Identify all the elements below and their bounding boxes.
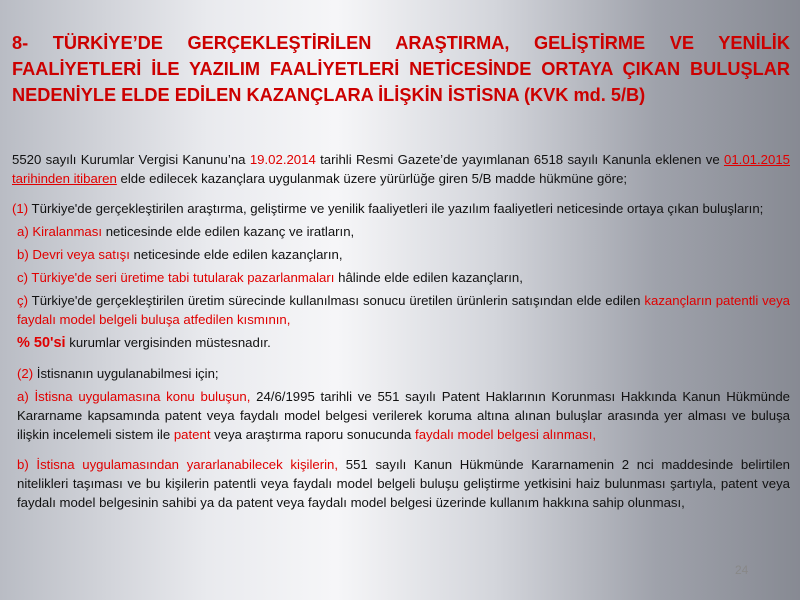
paragraph-2 bbox=[12, 364, 790, 383]
item-a-text: neticesinde elde edilen kazanç ve iratların, bbox=[102, 224, 355, 239]
intro-paragraph bbox=[12, 150, 790, 188]
paragraph-1 bbox=[12, 199, 790, 218]
slide-body bbox=[12, 150, 790, 523]
exemption-percent: % 50'si bbox=[17, 335, 66, 351]
item-cc-highlight: kazançların patentli veya faydalı model belgeli buluşa atfedilen kısmının, bbox=[17, 293, 790, 327]
item-a-label: a) bbox=[17, 224, 33, 239]
item-c-label: c) bbox=[17, 270, 32, 285]
intro-text-3: elde edilecek kazançlara uygulanmak üzere yürürlüğe giren 5/B madde hükmüne göre; bbox=[116, 171, 628, 186]
item-c-highlight: Türkiye'de seri üretime tabi tutularak pazarlanmaları bbox=[31, 270, 335, 285]
item-2a-label: a) bbox=[17, 389, 35, 404]
exemption-text: kurumlar vergisinden müstesnadır. bbox=[65, 335, 271, 350]
intro-text-2: tarihli Resmi Gazete’de yayımlanan 6518 sayılı Kanunla eklenen ve bbox=[315, 152, 724, 167]
item-2b bbox=[12, 455, 790, 512]
item-2b-label: b) bbox=[17, 457, 37, 472]
paragraph-2-text: İstisnanın uygulanabilmesi için; bbox=[33, 366, 219, 381]
item-cc-text: Türkiye'de gerçekleştirilen üretim sürecinde kullanılması sonucu üretilen ürünlerin satışından elde edilen bbox=[28, 293, 645, 308]
item-b-label: b) bbox=[17, 247, 33, 262]
exemption-line bbox=[12, 333, 790, 353]
item-c bbox=[12, 268, 790, 287]
item-a-highlight: Kiralanması bbox=[32, 224, 103, 239]
item-2a-text-2: veya araştırma raporu sonucunda bbox=[210, 427, 416, 442]
paragraph-2-number: (2) bbox=[17, 366, 34, 381]
item-2b-highlight: İstisna uygulamasından yararlanabilecek kişilerin, bbox=[36, 457, 339, 472]
item-c-text: hâlinde elde edilen kazançların, bbox=[334, 270, 523, 285]
intro-text-1: 5520 sayılı Kurumlar Vergisi Kanunu’na bbox=[12, 152, 250, 167]
item-b-text: neticesinde elde edilen kazançların, bbox=[129, 247, 343, 262]
item-2a-highlight-1: İstisna uygulamasına konu buluşun, bbox=[34, 389, 251, 404]
paragraph-1-text: Türkiye'de gerçekleştirilen araştırma, geliştirme ve yenilik faaliyetleri ile yazılım faaliyetleri neticesinde ortaya çıkan buluşların; bbox=[28, 201, 764, 216]
item-cc bbox=[12, 291, 790, 329]
item-2b-text: 551 sayılı Kanun Hükmünde Kararnamenin 2 nci maddesinde belirtilen nitelikleri taşıması ve bu kişilerin patentli veya faydalı model belgeli buluşu geliştirme yetkisini haiz bulunması şartıyla, patent veya faydalı model belgesinin sahibi ya da patent veya faydalı model belgesi üzerinde kullanım hakkına sahip olunması, bbox=[17, 457, 790, 510]
gazette-date: 19.02.2014 bbox=[249, 152, 316, 167]
item-2a-text-1: 24/6/1995 tarihli ve 551 sayılı Patent Haklarının Korunması Hakkında Kanun Hükmünde Kararname kapsamında patent veya faydalı model belgesi verilerek koruma altına alınan buluşlar arasında yer alması ve buluşa ilişkin incelemeli sistem ile bbox=[17, 389, 791, 442]
item-2a bbox=[12, 387, 790, 444]
item-b bbox=[12, 245, 790, 264]
item-b-highlight: Devri veya satışı bbox=[32, 247, 130, 262]
item-a bbox=[12, 222, 790, 241]
item-2a-highlight-2: patent bbox=[173, 427, 211, 442]
page-number: 24 bbox=[735, 563, 749, 577]
item-cc-label: ç) bbox=[17, 293, 28, 308]
paragraph-1-number: (1) bbox=[12, 201, 29, 216]
item-2a-highlight-3: faydalı model belgesi alınması, bbox=[415, 427, 597, 442]
effective-date: 01.01.2015 tarihinden itibaren bbox=[12, 152, 790, 186]
slide-title: 8- TÜRKİYE’DE GERÇEKLEŞTİRİLEN ARAŞTIRMA, GELİŞTİRME VE YENİLİK FAALİYETLERİ İLE YAZILIM FAALİYETLERİ NETİCESİNDE ORTAYA ÇIKAN BULUŞLAR NEDENİYLE ELDE EDİLEN KAZANÇLARA İLİŞKİN İSTİSNA (KVK md. 5/B) bbox=[12, 33, 790, 105]
